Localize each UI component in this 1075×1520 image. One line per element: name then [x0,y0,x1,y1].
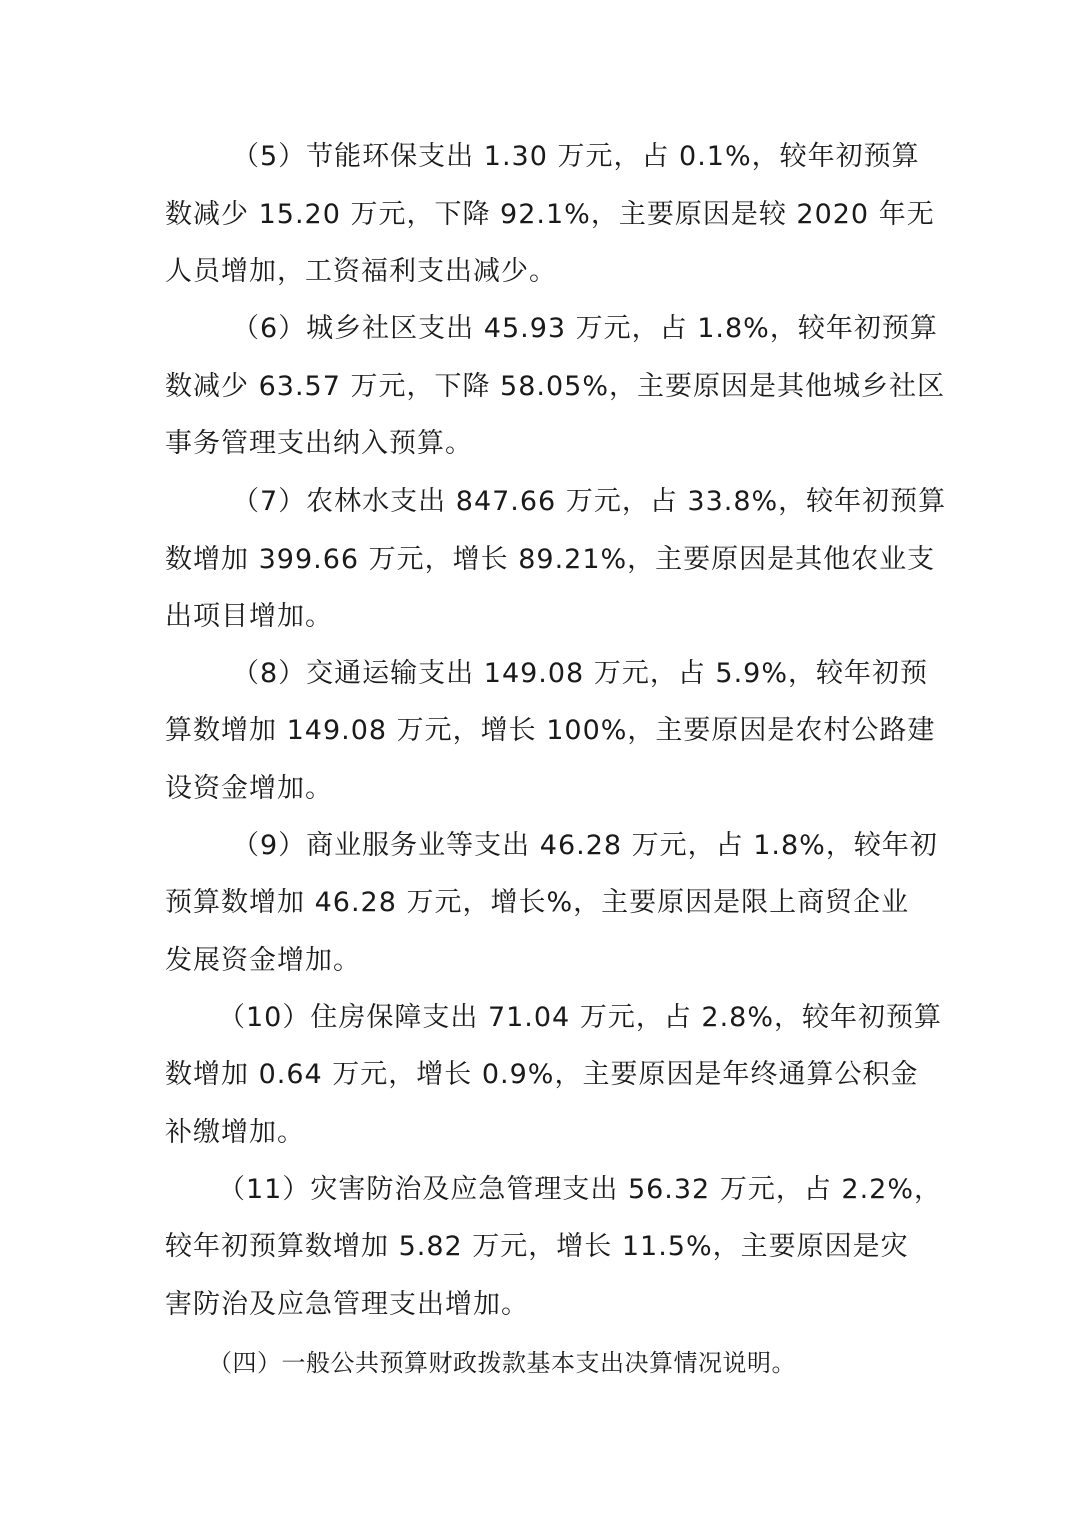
paragraph-8-line-2: 算数增加 149.08 万元，增长 100%，主要原因是农村公路建 [165,715,936,746]
paragraph-9-line-3: 发展资金增加。 [165,945,361,976]
section-heading: （四）一般公共预算财政拨款基本支出决算情况说明。 [208,1349,796,1377]
paragraph-11-line-3: 害防治及应急管理支出增加。 [165,1289,529,1320]
paragraph-8-line-3: 设资金增加。 [165,773,333,804]
paragraph-9-line-1: （9）商业服务业等支出 46.28 万元，占 1.8%，较年初 [232,830,938,861]
paragraph-11-line-2: 较年初预算数增加 5.82 万元，增长 11.5%，主要原因是灾 [165,1231,909,1262]
paragraph-9-line-2: 预算数增加 46.28 万元，增长%，主要原因是限上商贸企业 [165,887,910,918]
paragraph-5-line-1: （5）节能环保支出 1.30 万元，占 0.1%，较年初预算 [232,141,920,172]
paragraph-7-line-1: （7）农林水支出 847.66 万元，占 33.8%，较年初预算 [232,486,947,517]
paragraph-5-line-2: 数减少 15.20 万元，下降 92.1%，主要原因是较 2020 年无 [165,199,935,230]
paragraph-8-line-1: （8）交通运输支出 149.08 万元，占 5.9%，较年初预 [232,658,928,689]
paragraph-6-line-1: （6）城乡社区支出 45.93 万元，占 1.8%，较年初预算 [232,313,938,344]
paragraph-5-line-3: 人员增加，工资福利支出减少。 [165,256,557,287]
paragraph-10-line-3: 补缴增加。 [165,1117,305,1148]
paragraph-6-line-3: 事务管理支出纳入预算。 [165,428,473,459]
paragraph-11-line-1: （11）灾害防治及应急管理支出 56.32 万元，占 2.2%， [218,1174,942,1205]
paragraph-6-line-2: 数减少 63.57 万元，下降 58.05%，主要原因是其他城乡社区 [165,371,945,402]
paragraph-10-line-1: （10）住房保障支出 71.04 万元，占 2.8%，较年初预算 [218,1002,942,1033]
paragraph-7-line-2: 数增加 399.66 万元，增长 89.21%，主要原因是其他农业支 [165,544,936,575]
paragraph-10-line-2: 数增加 0.64 万元，增长 0.9%，主要原因是年终通算公积金 [165,1059,919,1090]
paragraph-7-line-3: 出项目增加。 [165,601,333,632]
